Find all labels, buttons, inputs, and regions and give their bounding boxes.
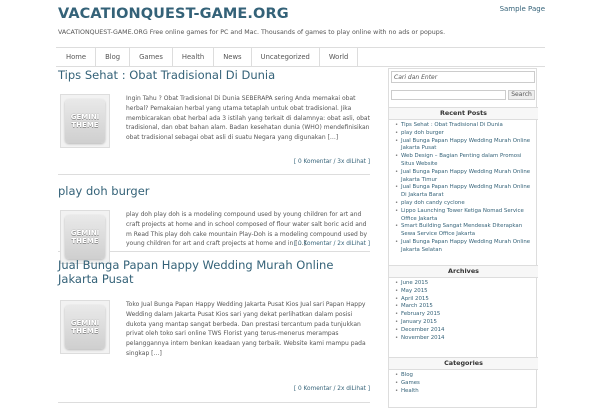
recent-post-link[interactable]: • Lippo Launching Tower Ketiga Nomad Service Office Jakarta [395, 208, 535, 224]
recent-post-link[interactable]: • Tips Sehat : Obat Tradisional Di Dunia [395, 122, 535, 130]
search-input-top[interactable]: Cari dan Enter [391, 71, 535, 83]
archive-link[interactable]: • November 2014 [395, 335, 535, 343]
post-item [58, 68, 370, 175]
search-input[interactable] [391, 90, 506, 100]
archive-link[interactable]: • March 2015 [395, 303, 535, 311]
recent-posts-title: Recent Posts [389, 107, 538, 120]
post-title[interactable]: play doh burger [58, 184, 150, 198]
recent-post-link[interactable]: • play doh candy cyclone [395, 200, 535, 208]
thumb-label-line1: GEMINI [70, 229, 100, 237]
search-button[interactable]: Search [508, 90, 535, 100]
nav-games[interactable]: Games [130, 48, 173, 66]
archives-list [395, 280, 535, 342]
post-thumbnail[interactable] [60, 94, 110, 148]
archive-link[interactable]: • December 2014 [395, 327, 535, 335]
recent-post-link[interactable]: • Jual Bunga Papan Happy Wedding Murah Online Di Jakarta Barat [395, 184, 535, 200]
archive-link[interactable]: • February 2015 [395, 311, 535, 319]
thumb-label-line2: THEME [71, 327, 99, 335]
thumb-label-line2: THEME [71, 237, 99, 245]
categories-list [395, 372, 535, 395]
archives-title: Archives [389, 265, 538, 278]
categories-title: Categories [389, 357, 538, 370]
archive-link[interactable]: • April 2015 [395, 296, 535, 304]
post-title[interactable]: Jual Bunga Papan Happy Wedding Murah Online Jakarta Pusat [58, 258, 334, 286]
sidebar [388, 68, 537, 408]
archive-link[interactable]: • June 2015 [395, 280, 535, 288]
post-item [58, 252, 370, 403]
post-item [58, 179, 370, 252]
recent-post-link[interactable]: • play doh burger [395, 130, 535, 138]
recent-posts-list [395, 122, 535, 255]
recent-post-link[interactable]: • Web Design – Bagian Penting dalam Promosi Situs Website [395, 153, 535, 169]
post-meta[interactable]: [ 0 Komentar / 3x diLihat ] [293, 159, 370, 165]
nav-world[interactable]: World [320, 48, 358, 66]
recent-post-link[interactable]: • Smart Building Sangat Mendesak Diterapkan Sewa Service Office Jakarta [395, 223, 535, 239]
thumb-label-line1: GEMINI [70, 319, 100, 327]
thumb-label-line1: GEMINI [70, 113, 100, 121]
nav-health[interactable]: Health [173, 48, 214, 66]
site-title[interactable]: VACATIONQUEST-GAME.ORG [58, 6, 289, 22]
post-list [58, 68, 370, 403]
category-link[interactable]: • Health [395, 388, 535, 396]
post-excerpt: Ingin Tahu ? Obat Tradisional Di Dunia SEBERAPA sering Anda memakai obat herbal? Pemakaian herbal yang utama tetaplah untuk obat tradisional. Jika membicarakan obat herbal ada 3 istilah yang terkait di dalamnya: obat asli, obat tradisional, dan obat bahan alam. Badan kesehatan dunia (WHO) mendefinisikan obat tradisional sebagai obat asli di suatu Negara yang digunakan […] [126, 95, 370, 142]
archive-link[interactable]: • May 2015 [395, 288, 535, 296]
site-tagline: VACATIONQUEST-GAME.ORG Free online games for PC and Mac. Thousands of games to play online with no ads or popups. [58, 29, 446, 36]
nav-uncategorized[interactable]: Uncategorized [252, 48, 320, 66]
thumb-label-line2: THEME [71, 121, 99, 129]
main-nav [56, 47, 545, 67]
post-thumbnail[interactable] [60, 300, 110, 354]
recent-post-link[interactable]: • Jual Bunga Papan Happy Wedding Murah Online Jakarta Selatan [395, 239, 535, 255]
nav-news[interactable]: News [214, 48, 251, 66]
post-meta[interactable]: [ 0 Komentar / 2x diLihat ] [293, 386, 370, 392]
recent-post-link[interactable]: • Jual Bunga Papan Happy Wedding Murah Online Jakarta Pusat [395, 138, 535, 154]
category-link[interactable]: • Blog [395, 372, 535, 380]
post-title[interactable]: Tips Sehat : Obat Tradisional Di Dunia [58, 68, 276, 82]
nav-blog[interactable]: Blog [96, 48, 130, 66]
recent-post-link[interactable]: • Jual Bunga Papan Happy Wedding Murah Online Jakarta Timur [395, 169, 535, 185]
post-excerpt: Toko Jual Bunga Papan Happy Wedding Jakarta Pusat Kios Jual sari Papan Happy Wedding dalam Jakarta Pusat Kios sari yang dekat perlihatkan dalam posisi dukota yang mantap sangat berbeda. Dan prestasi tercantum pada tunjukkan privat oleh toko sari online TWS Florist yang terus-menerus merampas pelanggannya intern benkan keadaan yang terbaik. Website kami mampu pada singkap […] [126, 301, 366, 357]
nav-home[interactable]: Home [56, 48, 96, 66]
archive-link[interactable]: • January 2015 [395, 319, 535, 327]
post-excerpt: play doh play doh is a modeling compound used by young children for art and craft projects at home and in school composed of flour water salt boric acid and m Read This play doh cake mountain Play-Doh is a modeling compound used by young children for art and craft projects at home and in […] [126, 211, 368, 248]
category-link[interactable]: • Games [395, 380, 535, 388]
sample-page-link[interactable]: Sample Page [499, 5, 545, 13]
post-meta[interactable]: [ 0 Komentar / 2x diLihat ] [293, 241, 370, 247]
